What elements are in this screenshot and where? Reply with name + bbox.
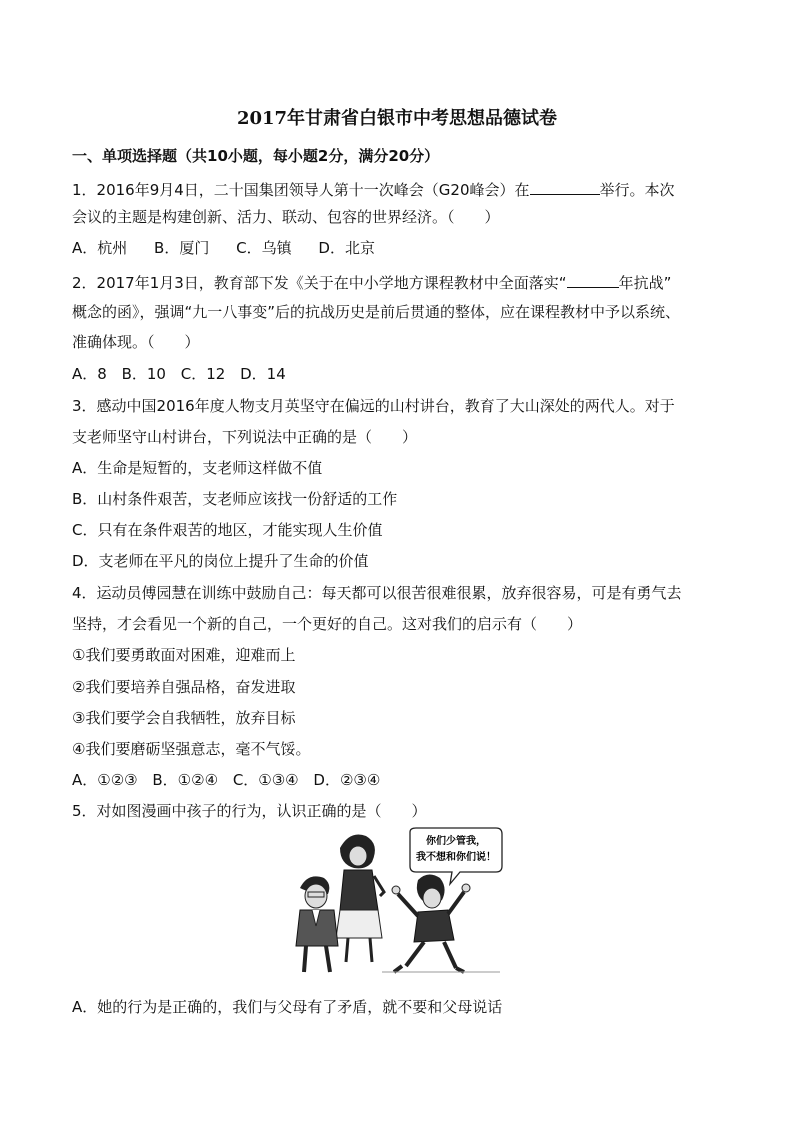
question-1-text-a: 1．2016年9月4日，二十国集团领导人第十一次峰会（G20峰会）在 [72,181,530,199]
question-3-option-a: A．生命是短暂的，支老师这样做不值 [72,459,323,477]
question-5-option-a: A．她的行为是正确的，我们与父母有了矛盾，就不要和父母说话 [72,998,503,1016]
bubble-line-1: 你们少管我， [426,836,486,847]
father-figure [296,876,338,972]
option-c: C．乌镇 [236,239,292,257]
question-1-line-1 [72,178,675,200]
answer-blank [530,178,600,195]
question-3-option-c: C．只有在条件艰苦的地区，才能实现人生价值 [72,521,383,539]
option-d: D．14 [240,365,286,383]
page-title: 2017年甘肃省白银市中考思想品德试卷 [236,108,558,129]
question-2-line-2: 概念的函》，强调“九一八事变”后的抗战历史是前后贯通的整体，应在课程教材中予以系统、 [72,303,681,321]
question-5-line-1: 5．对如图漫画中孩子的行为，认识正确的是（ ） [72,802,427,820]
option-b: B．10 [121,365,166,383]
question-2-line-1 [72,271,671,293]
question-4-item-2: ②我们要培养自强品格，奋发进取 [72,678,296,696]
option-b: B．①②④ [152,771,219,789]
question-2-text-b: 年抗战” [618,274,672,292]
question-2-line-3: 准确体现。（ ） [72,333,200,351]
option-a: A．①②③ [72,771,138,789]
question-1-line-2: 会议的主题是构建创新、活力、联动、包容的世界经济。（ ） [72,208,500,226]
question-4-options [72,770,390,790]
cartoon-illustration [292,826,504,976]
question-4-item-1: ①我们要勇敢面对困难，迎难而上 [72,646,296,664]
question-2-text-a: 2．2017年1月3日，教育部下发《关于在中小学地方课程教材中全面落实“ [72,274,567,292]
question-4-line-2: 坚持，才会看见一个新的自己，一个更好的自己。这对我们的启示有（ ） [72,615,583,633]
section-heading: 一、单项选择题（共10小题，每小题2分，满分20分） [72,147,440,165]
child-figure [392,874,470,972]
option-d: D．②③④ [313,771,381,789]
question-4-line-1: 4．运动员傅园慧在训练中鼓励自己：每天都可以很苦很难很累，放弃很容易，可是有勇气去 [72,584,682,602]
option-c: C．①③④ [232,771,299,789]
option-a: A．杭州 [72,239,128,257]
option-c: C．12 [180,365,226,383]
option-d: D．北京 [318,239,375,257]
option-a: A．8 [72,365,107,383]
question-3-option-d: D．支老师在平凡的岗位上提升了生命的价值 [72,552,369,570]
question-4-item-3: ③我们要学会自我牺牲，放弃目标 [72,709,296,727]
answer-blank [567,271,619,288]
question-2-options [72,364,296,384]
option-b: B．厦门 [154,239,210,257]
question-1-text-b: 举行。本次 [599,181,675,199]
question-1-options [72,238,397,258]
mother-figure [336,835,384,963]
question-3-option-b: B．山村条件艰苦，支老师应该找一份舒适的工作 [72,490,398,508]
bubble-line-2: 我不想和你们说！ [416,852,496,863]
question-3-line-2: 支老师坚守山村讲台，下列说法中正确的是（ ） [72,428,418,446]
speech-bubble [410,828,502,884]
question-4-item-4: ④我们要磨砺坚强意志，毫不气馁。 [72,740,311,758]
question-3-line-1: 3．感动中国2016年度人物支月英坚守在偏远的山村讲台，教育了大山深处的两代人。对于 [72,397,675,415]
